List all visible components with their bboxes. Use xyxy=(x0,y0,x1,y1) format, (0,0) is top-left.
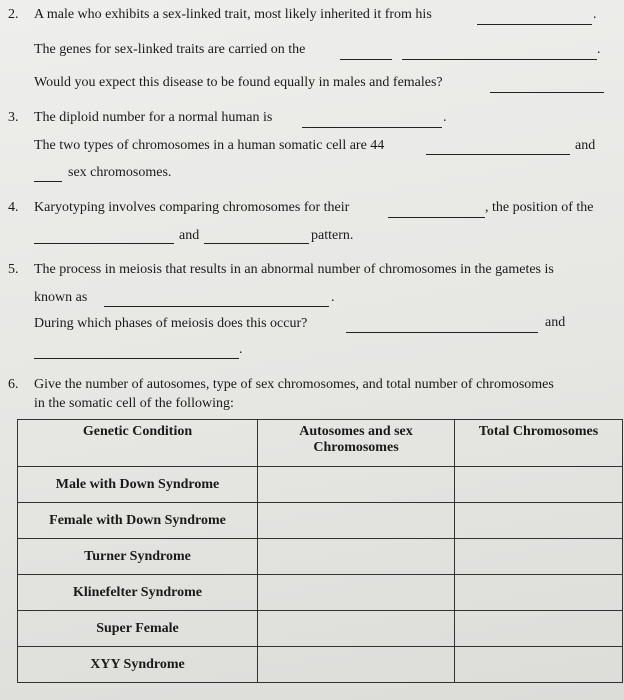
autosomes-cell[interactable] xyxy=(258,503,455,539)
condition-name: Klinefelter Syndrome xyxy=(18,575,258,611)
condition-name: Female with Down Syndrome xyxy=(18,503,258,539)
q6-line1-text: Give the number of autosomes, type of sex chromosomes, and total number of chromosomes xyxy=(34,377,554,392)
q6-number: 6. xyxy=(8,377,19,392)
autosomes-cell[interactable] xyxy=(258,647,455,683)
q3-number: 3. xyxy=(8,110,19,125)
autosomes-cell[interactable] xyxy=(258,539,455,575)
q2-blank-3[interactable] xyxy=(490,92,604,93)
q5-line1-text: The process in meiosis that results in an abnormal number of chromosomes in the gametes is xyxy=(34,262,554,277)
q2-line1-end: . xyxy=(593,7,597,22)
table-row xyxy=(18,539,623,575)
q2-number: 2. xyxy=(8,7,19,22)
q3-blank-3[interactable] xyxy=(34,181,62,182)
condition-name: XYY Syndrome xyxy=(18,647,258,683)
table-row xyxy=(18,467,623,503)
q3-blank-2[interactable] xyxy=(426,154,570,155)
q3-line3-text: sex chromosomes. xyxy=(68,165,172,180)
table-row xyxy=(18,647,623,683)
q3-blank-1[interactable] xyxy=(302,127,442,128)
total-cell[interactable] xyxy=(455,467,623,503)
total-cell[interactable] xyxy=(455,647,623,683)
header-genetic-condition: Genetic Condition xyxy=(18,420,258,467)
q4-line1-text: Karyotyping involves comparing chromosomes for their xyxy=(34,200,350,215)
q3-line1-text: The diploid number for a normal human is xyxy=(34,110,273,125)
total-cell[interactable] xyxy=(455,503,623,539)
q2-blank-1[interactable] xyxy=(477,24,592,25)
q2-line3-text: Would you expect this disease to be found equally in males and females? xyxy=(34,75,443,90)
autosomes-cell[interactable] xyxy=(258,467,455,503)
q4-blank-1[interactable] xyxy=(388,217,485,218)
q4-number: 4. xyxy=(8,200,19,215)
q5-number: 5. xyxy=(8,262,19,277)
table-row xyxy=(18,575,623,611)
q3-line2-and: and xyxy=(575,138,596,153)
q5-line3-and: and xyxy=(545,315,566,330)
q3-line1-end: . xyxy=(443,110,447,125)
header-total-chromosomes: Total Chromosomes xyxy=(455,420,623,467)
header-autosomes-sex: Autosomes and sex Chromosomes xyxy=(258,420,455,467)
total-cell[interactable] xyxy=(455,539,623,575)
autosomes-cell[interactable] xyxy=(258,575,455,611)
q3-line2-text: The two types of chromosomes in a human somatic cell are 44 xyxy=(34,138,385,153)
q5-blank-3[interactable] xyxy=(34,358,239,359)
condition-name: Turner Syndrome xyxy=(18,539,258,575)
q4-line1-end: , the position of the xyxy=(485,200,594,215)
table-row xyxy=(18,503,623,539)
condition-name: Male with Down Syndrome xyxy=(18,467,258,503)
total-cell[interactable] xyxy=(455,575,623,611)
q2-line2-end: . xyxy=(597,42,601,57)
q2-blank-2b[interactable] xyxy=(402,59,597,60)
q4-blank-2a[interactable] xyxy=(34,243,174,244)
condition-name: Super Female xyxy=(18,611,258,647)
q4-line2-end: pattern. xyxy=(311,228,354,243)
q5-blank-1[interactable] xyxy=(104,306,329,307)
table-header-row xyxy=(18,420,623,467)
total-cell[interactable] xyxy=(455,611,623,647)
q5-line4-end: . xyxy=(239,342,243,357)
q4-blank-2b[interactable] xyxy=(204,243,309,244)
q2-line1-text: A male who exhibits a sex-linked trait, most likely inherited it from his xyxy=(34,7,432,22)
q6-line2-text: in the somatic cell of the following: xyxy=(34,396,234,411)
q5-line3-text: During which phases of meiosis does this occur? xyxy=(34,316,308,331)
q2-blank-2a[interactable] xyxy=(340,59,392,60)
table-row xyxy=(18,611,623,647)
q2-line2-text: The genes for sex-linked traits are carried on the xyxy=(34,42,306,57)
q5-line2-text: known as xyxy=(34,290,88,305)
genetic-conditions-table xyxy=(17,419,623,683)
q4-line2-and: and xyxy=(179,228,200,243)
autosomes-cell[interactable] xyxy=(258,611,455,647)
q5-line2-end: . xyxy=(331,290,335,305)
q5-blank-2[interactable] xyxy=(346,332,538,333)
